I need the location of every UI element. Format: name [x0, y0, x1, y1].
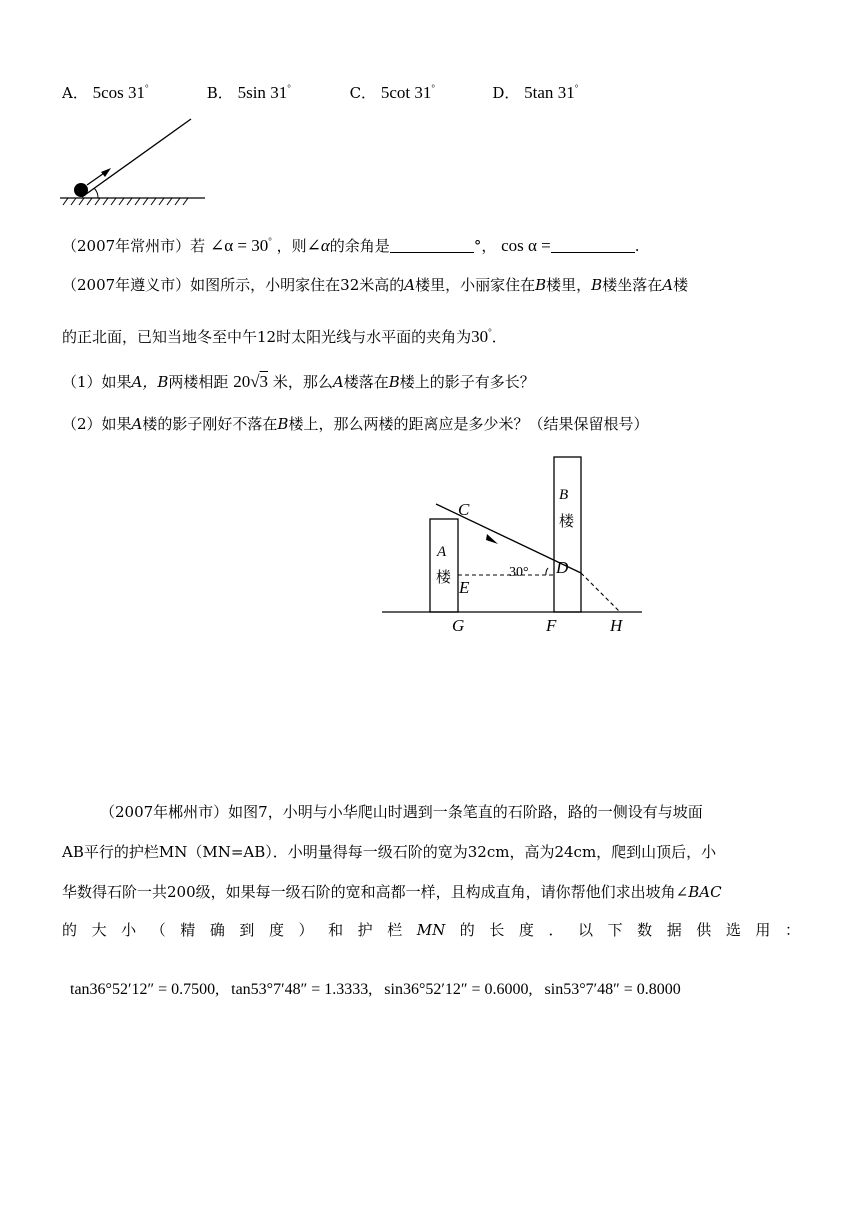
q2-cos-expr: cos α = [501, 236, 551, 255]
q2-angle-expr: ∠α = 30° [209, 236, 272, 255]
option-letter: C． [349, 84, 377, 102]
degree-mark: ° [287, 83, 291, 93]
q3-line-1 [62, 275, 688, 295]
option-expr [381, 83, 435, 102]
text: （2007年遵义市）如图所示，小明家住在32米高的 [62, 276, 405, 294]
char: 供 [696, 921, 712, 939]
q4-line-5 [62, 960, 681, 1000]
label-c: C [458, 500, 470, 519]
label-a: A [662, 276, 674, 294]
angle: 31 [128, 83, 146, 102]
q3-sub-1 [62, 372, 535, 392]
building-figure [380, 450, 650, 640]
func: cos [101, 83, 124, 102]
char: 度 [518, 921, 534, 939]
option-d [492, 78, 578, 103]
option-c [350, 78, 488, 103]
data-values: tan36°52′12″ = 0.7500, tan53°7′48″ = 1.3333, sin36°52′12″ = 0.6000, sin53°7′48″ = 0.8000 [70, 981, 681, 998]
angle-30: 30° [471, 327, 492, 346]
text: （2007年郴州市）如图7，小明与小华爬山时遇到一条笔直的石阶路，路的一侧设有与坡面 [100, 803, 703, 821]
angle-arc [546, 568, 548, 575]
q4-line-1 [100, 802, 703, 822]
option-expr [93, 83, 149, 102]
text: 米，那么 [272, 373, 333, 391]
label-a: A [332, 373, 344, 391]
label-b: B [559, 487, 569, 503]
degree-mark: ° [574, 83, 579, 93]
q4-line-3 [62, 882, 722, 902]
char: ） [298, 921, 314, 939]
label-lou-a: 楼 [436, 570, 452, 586]
char: 精 [180, 921, 196, 939]
func: cot [389, 83, 411, 102]
text: 楼上，那么两楼的距离应是多少米？（结果保留根号） [288, 415, 649, 433]
q2-line [62, 231, 640, 256]
char: 和 [328, 921, 344, 939]
text: 楼里， [546, 276, 592, 294]
char: 的 [62, 921, 78, 939]
q2-deg-after: °， [473, 237, 497, 255]
q2-mid: ，则 [276, 237, 307, 255]
char: ． [548, 921, 564, 939]
label-h: H [610, 616, 623, 635]
label-b: B [277, 415, 289, 433]
char: 下 [607, 921, 623, 939]
func: tan [532, 83, 554, 102]
q2-blank-2[interactable] [551, 238, 635, 253]
q4-line-2 [62, 842, 716, 862]
char: 栏 [387, 921, 403, 939]
num: 20 [233, 372, 251, 391]
coef: 5 [524, 83, 533, 102]
option-expr [524, 83, 578, 102]
option-expr [238, 83, 291, 102]
q2-end: . [634, 237, 640, 255]
degree-mark: ° [431, 83, 435, 93]
q2-text2: 的余角是 [329, 237, 390, 255]
angle-num: 30 [471, 327, 489, 346]
text: （1）如果 [62, 373, 132, 391]
text: 楼里，小丽家住在 [415, 276, 536, 294]
angle: 31 [557, 83, 575, 102]
angle-bac: ∠BAC [675, 883, 722, 901]
label-d: D [556, 558, 569, 577]
q1-options [62, 78, 578, 103]
char: 选 [725, 921, 741, 939]
q3-line-2 [62, 322, 507, 347]
force-arrowhead [101, 168, 111, 177]
text: （2）如果 [62, 415, 132, 433]
ramp-figure [55, 112, 215, 212]
char: 到 [239, 921, 255, 939]
char: MN [416, 921, 446, 939]
building-b [554, 457, 581, 612]
option-b [207, 78, 345, 103]
char: 用 [755, 921, 771, 939]
building-a [430, 519, 458, 612]
text: AB平行的护栏MN（MN=AB）．小明量得每一级石阶的宽为32cm，高为24cm，爬到山顶后，小 [62, 843, 717, 861]
label-f: F [546, 616, 557, 635]
label-b: B [535, 276, 547, 294]
coef: 5 [237, 83, 247, 102]
char: 的 [459, 921, 475, 939]
ramp-line [82, 119, 191, 197]
coef: 5 [92, 83, 102, 102]
q2-blank-1[interactable] [390, 238, 474, 253]
char: （ [150, 921, 166, 939]
text: 华数得石阶一共200级，如果每一级石阶的宽和高都一样，且构成直角，请你帮他们求出坡角 [62, 883, 676, 901]
char: 数 [637, 921, 653, 939]
label-lou-b: 楼 [559, 514, 575, 530]
char: 据 [666, 921, 682, 939]
q3-sub-2 [62, 414, 648, 434]
char: 长 [489, 921, 505, 939]
angle: 31 [270, 83, 288, 102]
q2-source: （2007年常州市）若 [62, 237, 206, 255]
char: ： [784, 921, 800, 939]
ground-hatching [63, 198, 188, 205]
char: 大 [91, 921, 107, 939]
char: 以 [578, 921, 594, 939]
label-a: A [131, 415, 143, 433]
ball [74, 183, 88, 197]
label-b: B [388, 373, 400, 391]
char: 小 [121, 921, 137, 939]
text: 楼的影子刚好不落在 [142, 415, 278, 433]
label-b: B [591, 276, 603, 294]
angle: 31 [414, 83, 432, 102]
label-a: A [437, 544, 447, 560]
text: 楼上的影子有多长？ [399, 373, 535, 391]
angle-expr-text: ∠α = 30 [209, 236, 269, 255]
char: 度 [268, 921, 284, 939]
option-a [62, 78, 202, 103]
root: 3 [259, 372, 269, 391]
label-e: E [459, 578, 470, 597]
angle-arc [94, 188, 98, 198]
label-ab: A，B [131, 373, 169, 391]
degree-mark: ° [145, 83, 149, 93]
text: 的正北面，已知当地冬至中午12时太阳光线与水平面的夹角为 [62, 328, 472, 346]
coef: 5 [380, 83, 390, 102]
text: 楼坐落在 [602, 276, 663, 294]
text: ． [491, 328, 507, 346]
option-letter: D． [492, 84, 520, 102]
func: sin [246, 83, 266, 102]
text: 楼 [673, 276, 689, 294]
label-g: G [452, 616, 465, 635]
option-letter: A． [62, 84, 88, 102]
char: 护 [357, 921, 373, 939]
shadow-extension [581, 573, 620, 612]
distance-expr: 20√3 [233, 372, 269, 391]
text: 两楼相距 [168, 373, 229, 391]
char: 确 [209, 921, 225, 939]
q2-angle2: ∠α [306, 236, 330, 255]
label-a: A [404, 276, 416, 294]
option-letter: B． [206, 84, 233, 102]
text: 楼落在 [343, 373, 389, 391]
q4-line-4 [62, 920, 800, 940]
sun-ray-arrowhead [486, 534, 498, 544]
label-angle: 30° [509, 565, 529, 580]
